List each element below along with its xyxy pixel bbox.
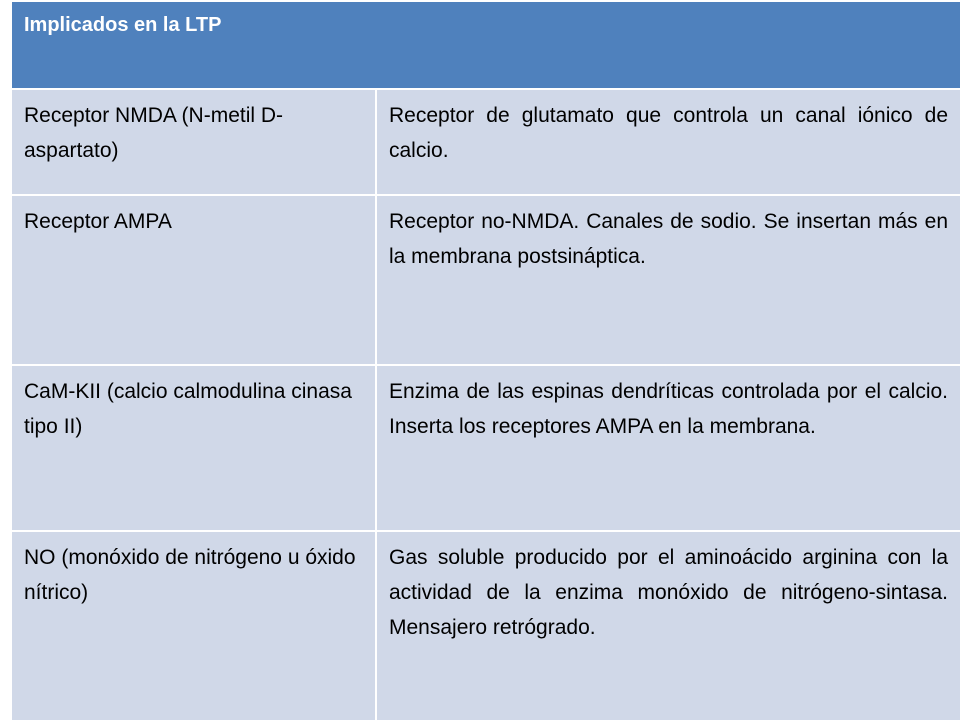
table-row [11,195,960,365]
term-cell: Receptor NMDA (N-metil D-aspartato) [11,89,376,195]
ltp-table [10,0,960,720]
table-row [11,365,960,531]
definition-cell: Receptor no-NMDA. Canales de sodio. Se insertan más en la membrana postsináptica. [376,195,960,365]
term-cell: CaM-KII (calcio calmodulina cinasa tipo II) [11,365,376,531]
definition-cell: Gas soluble producido por el aminoácido arginina con la actividad de la enzima monóxido de nitrógeno-sintasa. Mensajero retrógrado. [376,531,960,720]
table-row [11,531,960,720]
table-row [11,89,960,195]
definition-cell: Enzima de las espinas dendríticas controlada por el calcio. Inserta los receptores AMPA en la membrana. [376,365,960,531]
definition-cell: Receptor de glutamato que controla un canal iónico de calcio. [376,89,960,195]
table-header: Implicados en la LTP [11,1,960,89]
table-header-row [11,1,960,89]
term-cell: NO (monóxido de nitrógeno u óxido nítrico) [11,531,376,720]
term-cell: Receptor AMPA [11,195,376,365]
